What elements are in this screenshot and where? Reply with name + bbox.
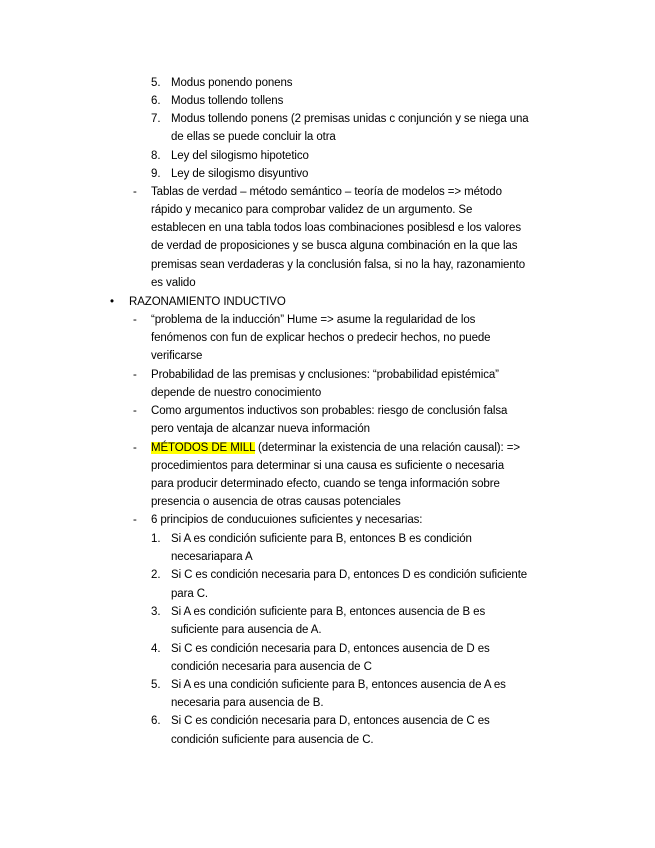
paragraph-line: presencia o ausencia de otras causas potenciales bbox=[151, 496, 401, 508]
list-number: 5. bbox=[151, 77, 161, 89]
list-number: 7. bbox=[151, 113, 161, 125]
list-number: 8. bbox=[151, 150, 161, 162]
list-item-text: necesariapara A bbox=[171, 551, 253, 563]
bullet-marker: • bbox=[110, 296, 115, 308]
list-number: 4. bbox=[151, 643, 161, 655]
paragraph-line: Probabilidad de las premisas y cnclusiones: “probabilidad epistémica” bbox=[151, 369, 499, 381]
list-item-text: condición necesaria para ausencia de C bbox=[171, 661, 372, 673]
list-number: 3. bbox=[151, 606, 161, 618]
list-item-text: necesaria para ausencia de B. bbox=[171, 697, 324, 709]
list-item-text: Ley del silogismo hipotetico bbox=[171, 150, 309, 162]
paragraph-line: verificarse bbox=[151, 350, 203, 362]
paragraph-text: (determinar la existencia de una relación causal): => bbox=[254, 442, 520, 454]
paragraph-line: premisas sean verdaderas y la conclusión falsa, si no la hay, razonamiento bbox=[151, 259, 526, 271]
paragraph-line bbox=[151, 439, 520, 457]
dash-marker: - bbox=[133, 442, 137, 454]
paragraph-line: Como argumentos inductivos son probables: riesgo de conclusión falsa bbox=[151, 405, 508, 417]
dash-marker: - bbox=[133, 514, 137, 526]
list-number: 2. bbox=[151, 569, 161, 581]
list-number: 6. bbox=[151, 715, 161, 727]
paragraph-line: rápido y mecanico para comprobar validez de un argumento. Se bbox=[151, 204, 473, 216]
paragraph-line: “problema de la inducción” Hume => asume la regularidad de los bbox=[151, 314, 476, 326]
list-item-text: suficiente para ausencia de A. bbox=[171, 624, 322, 636]
list-number: 6. bbox=[151, 95, 161, 107]
list-item-text: condición suficiente para ausencia de C. bbox=[171, 734, 374, 746]
list-number: 9. bbox=[151, 168, 161, 180]
list-item-text: Ley de silogismo disyuntivo bbox=[171, 168, 309, 180]
paragraph-line: Tablas de verdad – método semántico – teoría de modelos => método bbox=[151, 186, 502, 198]
list-number: 5. bbox=[151, 679, 161, 691]
list-item-text: Modus ponendo ponens bbox=[171, 77, 293, 89]
list-number: 1. bbox=[151, 533, 161, 545]
list-item-text: Modus tollendo ponens (2 premisas unidas c conjunción y se niega una bbox=[171, 113, 529, 125]
list-item-text: para C. bbox=[171, 588, 209, 600]
paragraph-line: para producir determinado efecto, cuando se tenga información sobre bbox=[151, 478, 500, 490]
paragraph-line: es valido bbox=[151, 277, 196, 289]
dash-marker: - bbox=[133, 369, 137, 381]
list-item-text: de ellas se puede concluir la otra bbox=[171, 131, 336, 143]
paragraph-line: procedimientos para determinar si una causa es suficiente o necesaria bbox=[151, 460, 504, 472]
list-item-text: Modus tollendo tollens bbox=[171, 95, 284, 107]
highlighted-term: MÉTODOS DE MILL bbox=[151, 442, 255, 454]
list-item-text: Si C es condición necesaria para D, entonces D es condición suficiente bbox=[171, 569, 528, 581]
list-item-text: Si A es condición suficiente para B, entonces B es condición bbox=[171, 533, 472, 545]
list-item-text: Si C es condición necesaria para D, entonces ausencia de D es bbox=[171, 643, 490, 655]
paragraph-line: pero ventaja de alcanzar nueva información bbox=[151, 423, 370, 435]
paragraph-line: 6 principios de conducuiones suficientes y necesarias: bbox=[151, 514, 423, 526]
paragraph-line: fenómenos con fun de explicar hechos o predecir hechos, no puede bbox=[151, 332, 491, 344]
paragraph-line: de verdad de proposiciones y se busca alguna combinación en la que las bbox=[151, 240, 518, 252]
dash-marker: - bbox=[133, 405, 137, 417]
paragraph-line: depende de nuestro conocimiento bbox=[151, 387, 322, 399]
dash-marker: - bbox=[133, 314, 137, 326]
list-item-text: Si A es una condición suficiente para B, entonces ausencia de A es bbox=[171, 679, 506, 691]
dash-marker: - bbox=[133, 186, 137, 198]
paragraph-line: establecen en una tabla todos loas combinaciones posiblesd e los valores bbox=[151, 222, 521, 234]
list-item-text: Si C es condición necesaria para D, entonces ausencia de C es bbox=[171, 715, 490, 727]
list-item-text: Si A es condición suficiente para B, entonces ausencia de B es bbox=[171, 606, 486, 618]
heading-text: RAZONAMIENTO INDUCTIVO bbox=[129, 296, 286, 308]
